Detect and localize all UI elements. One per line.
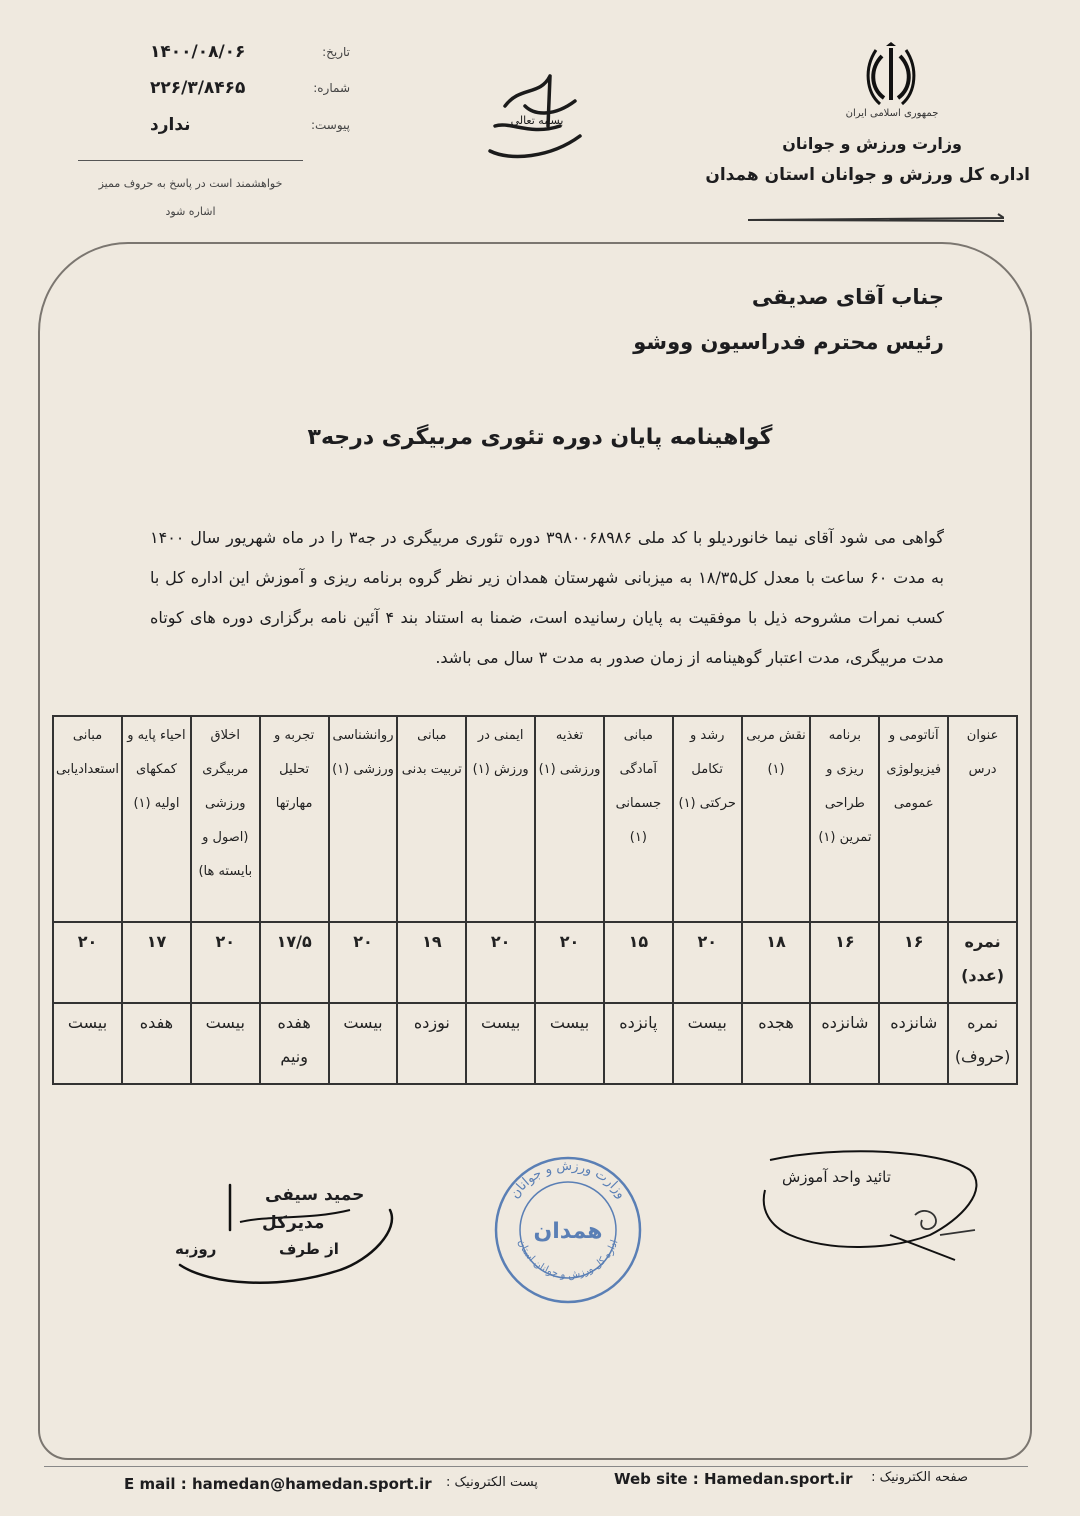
table-row-score-words: [53, 1003, 1017, 1084]
website-text: Web site : Hamedan.sport.ir: [614, 1470, 853, 1488]
header-decorative-rule: [748, 212, 1004, 226]
certificate-title: گواهینامه پایان دوره تئوری مربیگری درجه۳: [307, 425, 773, 450]
score-word-cell: شانزده: [879, 1003, 948, 1084]
official-stamp: [488, 1150, 648, 1310]
score-cell: ۲۰: [191, 922, 260, 1003]
subject-cell: مبانی تربیت بدنی: [397, 716, 466, 922]
table-row-scores: [53, 922, 1017, 1003]
score-cell: ۲۰: [673, 922, 742, 1003]
score-cell: ۲۰: [466, 922, 535, 1003]
svg-text:اداره کل ورزش و جوانان استان: [515, 1238, 620, 1281]
meta-divider: [78, 160, 303, 161]
website-label: صفحه الکترونیک :: [871, 1470, 968, 1485]
addressee-line1: جناب آقای صدیقی: [751, 285, 944, 309]
subject-cell: مبانی آمادگی جسمانی (۱): [604, 716, 673, 922]
score-word-cell: بیست: [673, 1003, 742, 1084]
score-word-cell: بیست: [466, 1003, 535, 1084]
attachment-row: [150, 115, 350, 135]
approval-signature: [740, 1140, 990, 1270]
number-value: ۲۲۶/۳/۸۴۶۵: [150, 78, 246, 98]
ministry-name: وزارت ورزش و جوانان: [782, 134, 962, 153]
reply-note-line2: اشاره شود: [165, 205, 216, 218]
score-word-cell: بیست: [191, 1003, 260, 1084]
subject-cell: نقش مربی (۱): [742, 716, 811, 922]
svg-text:وزارت ورزش و جوانان: [507, 1159, 628, 1202]
score-cell: ۱۹: [397, 922, 466, 1003]
score-word-cell: شانزده: [810, 1003, 879, 1084]
subject-cell: روانشناسی ورزشی (۱): [329, 716, 398, 922]
score-word-cell: نوزده: [397, 1003, 466, 1084]
bismillah-text: بسمه تعالی: [510, 114, 564, 127]
stamp-ring-text: وزارت ورزش و جوانان: [507, 1158, 629, 1202]
signer-name: حمید سیفی: [265, 1185, 365, 1205]
republic-label: جمهوری اسلامی ایران: [845, 108, 939, 119]
score-word-cell: هجده: [742, 1003, 811, 1084]
number-row: [150, 78, 350, 98]
subject-cell: ایمنی در ورزش (۱): [466, 716, 535, 922]
score-word-cell: پانزده: [604, 1003, 673, 1084]
grades-table: [52, 715, 1018, 1085]
row-label-score-number: نمره (عدد): [948, 922, 1017, 1003]
score-cell: ۲۰: [53, 922, 122, 1003]
department-name: اداره کل ورزش و جوانان استان همدان: [705, 165, 1030, 185]
attachment-label: پیوست:: [310, 118, 350, 132]
row-label-score-words: نمره (حروف): [948, 1003, 1017, 1084]
score-cell: ۱۷/۵: [260, 922, 329, 1003]
score-cell: ۱۷: [122, 922, 191, 1003]
on-behalf-label: از طرف: [279, 1240, 339, 1258]
bismillah-calligraphy: [480, 66, 595, 166]
subject-cell: مبانی استعدادیابی: [53, 716, 122, 922]
subject-cell: احیاء پایه و کمکهای اولیه (۱): [122, 716, 191, 922]
score-cell: ۲۰: [535, 922, 604, 1003]
addressee-line2: رئیس محترم فدراسیون ووشو: [633, 330, 944, 354]
stamp-lower-text: اداره کل ورزش و جوانان استان: [515, 1238, 621, 1282]
row-label-subject: عنوان درس: [948, 716, 1017, 922]
subject-cell: تجربه و تحلیل مهارتها: [260, 716, 329, 922]
score-cell: ۲۰: [329, 922, 398, 1003]
footer-divider: [44, 1466, 1028, 1467]
email-text: E mail : hamedan@hamedan.sport.ir: [124, 1475, 432, 1493]
subject-cell: برنامه ریزی و طراحی تمرین (۱): [810, 716, 879, 922]
subject-cell: تغذیه ورزشی (۱): [535, 716, 604, 922]
attachment-value: ندارد: [150, 115, 191, 135]
approval-label: تائید واحد آموزش: [782, 1168, 891, 1186]
stamp-center-text: همدان: [533, 1219, 603, 1244]
subject-cell: اخلاق مربیگری ورزشی (اصول و بایسته ها): [191, 716, 260, 922]
signer-title: مدیرکل: [262, 1213, 325, 1233]
score-cell: ۱۶: [810, 922, 879, 1003]
subject-cell: آناتومی و فیزیولوژی عمومی: [879, 716, 948, 922]
score-word-cell: بیست: [329, 1003, 398, 1084]
table-row-subjects: [53, 716, 1017, 922]
subject-cell: رشد و تکامل حرکتی (۱): [673, 716, 742, 922]
score-word-cell: بیست: [53, 1003, 122, 1084]
date-label: تاریخ:: [322, 45, 350, 59]
reply-note: [78, 170, 303, 226]
iran-emblem-icon: [862, 42, 920, 108]
signer-on-behalf: [175, 1240, 339, 1258]
reply-note-line1: خواهشمند است در پاسخ به حروف ممیز: [98, 177, 283, 190]
score-cell: ۱۸: [742, 922, 811, 1003]
score-cell: ۱۵: [604, 922, 673, 1003]
score-word-cell: بیست: [535, 1003, 604, 1084]
on-behalf-value: روزبه: [175, 1240, 217, 1258]
score-word-cell: هفده: [122, 1003, 191, 1084]
score-cell: ۱۶: [879, 922, 948, 1003]
certificate-body: گواهی می شود آقای نیما خانوردیلو با کد ملی ۳۹۸۰۰۶۸۹۸۶ دوره تئوری مربیگری در جه۳ را در ماه شهریور سال ۱۴۰۰ به مدت ۶۰ ساعت با معدل کل۱۸/۳۵ به میزبانی شهرستان همدان زیر نظر گروه برنامه ریزی و آموزش این اداره کل با کسب نمرات مشروحه ذیل با موفقیت به پایان رسانیده است، ضمنا به استناد بند ۴ آئین نامه برگزاری دوره های کوتاه مدت مربیگری، مدت اعتبار گوهینامه از زمان صدور به مدت ۳ سال می باشد.: [150, 528, 945, 667]
date-row: [150, 42, 350, 62]
number-label: شماره:: [313, 81, 350, 95]
email-label: پست الکترونیک :: [446, 1475, 538, 1490]
score-word-cell: هفده ونیم: [260, 1003, 329, 1084]
date-value: ۱۴۰۰/۰۸/۰۶: [150, 42, 246, 62]
